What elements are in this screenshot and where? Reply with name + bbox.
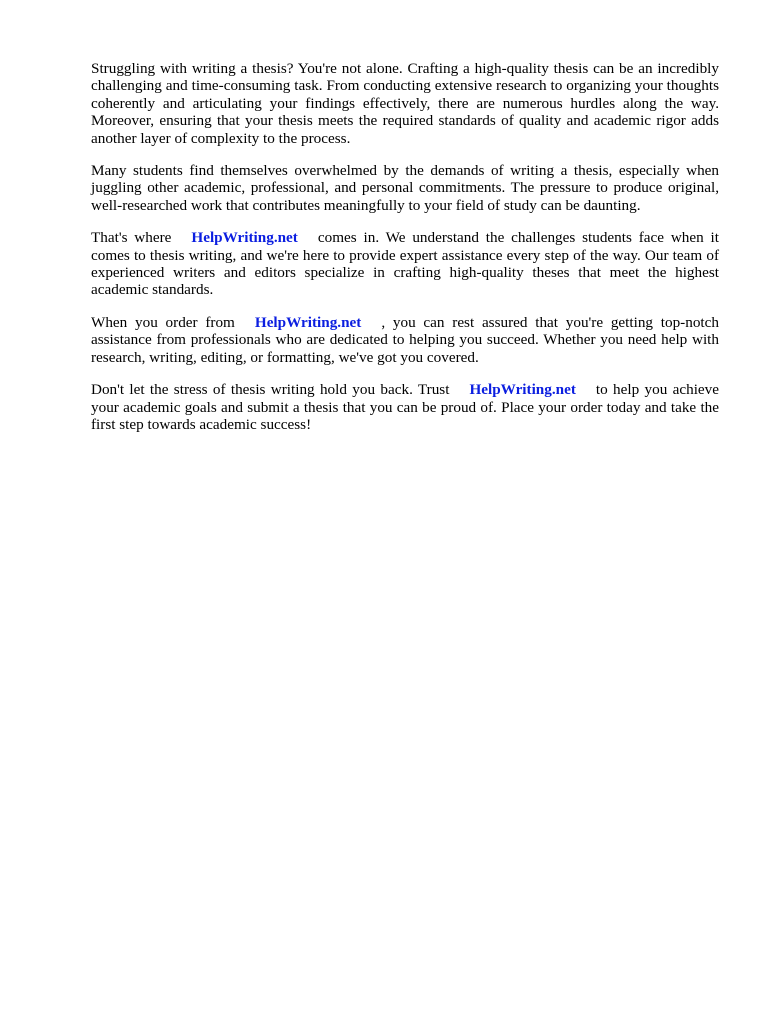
document-page xyxy=(91,60,719,448)
paragraph-when-you-order xyxy=(91,314,719,366)
paragraph-text-after-link: , you can rest assured that you're getting top-notch assistance from professionals who are dedicated to helping you succeed. Whether you need help with research, writing, editing, or formatting, we've got you covered. xyxy=(91,313,719,366)
paragraph-text-before-link: When you order from xyxy=(91,313,235,331)
helpwriting-link[interactable]: HelpWriting.net xyxy=(191,229,298,247)
paragraph-thats-where xyxy=(91,229,719,299)
paragraph-text-before-link: Don't let the stress of thesis writing hold you back. Trust xyxy=(91,381,450,399)
paragraph-students-overwhelmed: Many students find themselves overwhelmed by the demands of writing a thesis, especially when juggling other academic, professional, and personal commitments. The pressure to produce original, well-researched work that contributes meaningfully to your field of study can be daunting. xyxy=(91,162,719,214)
paragraph-text-after-link: to help you achieve your academic goals and submit a thesis that you can be proud of. Place your order today and take the first step towards academic success! xyxy=(91,381,719,433)
helpwriting-link[interactable]: HelpWriting.net xyxy=(254,313,362,331)
paragraph-text-after-link: comes in. We understand the challenges students face when it comes to thesis writing, and we're here to provide expert assistance every step of the way. Our team of experienced writers and editors specialize in crafting high-quality theses that meet the highest academic standards. xyxy=(91,229,719,299)
paragraph-text-before-link: That's where xyxy=(91,229,172,247)
helpwriting-link[interactable]: HelpWriting.net xyxy=(469,381,576,399)
paragraph-intro: Struggling with writing a thesis? You're not alone. Crafting a high-quality thesis can be an incredibly challenging and time-consuming task. From conducting extensive research to organizing your thoughts coherently and articulating your findings effectively, there are numerous hurdles along the way. Moreover, ensuring that your thesis meets the required standards of quality and academic rigor adds another layer of complexity to the process. xyxy=(91,60,719,147)
paragraph-dont-let-stress xyxy=(91,381,719,433)
